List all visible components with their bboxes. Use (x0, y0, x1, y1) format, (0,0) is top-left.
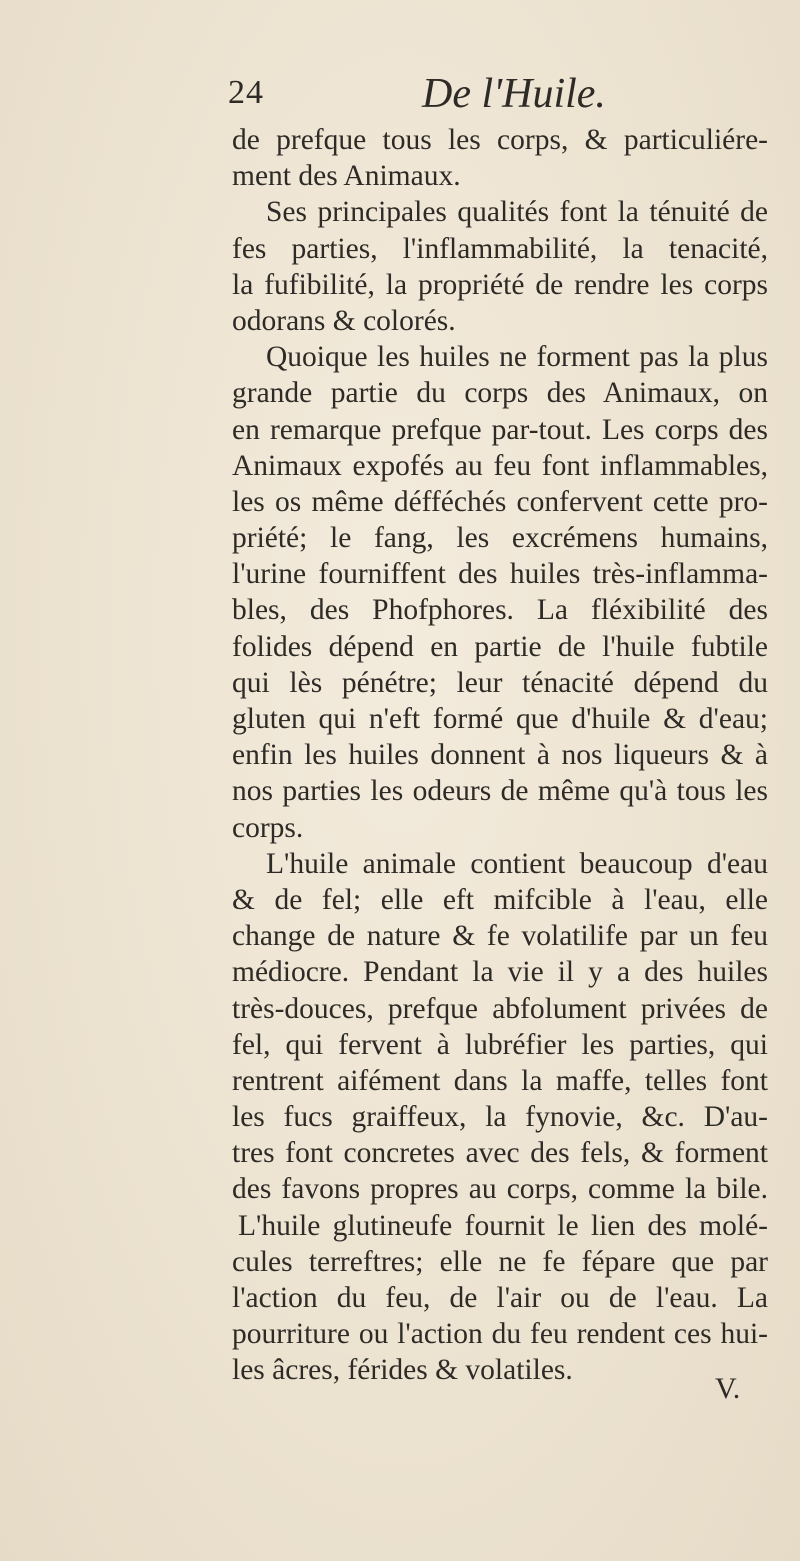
text-line: Animaux expofés au feu font inflammables, (232, 449, 768, 482)
text-line: priété; le fang, les excrémens humains, (232, 522, 768, 555)
text-line: cules terreftres; elle ne fe fépare que par (232, 1245, 768, 1278)
text-line: nos parties les odeurs de même qu'à tous les (232, 775, 768, 808)
text-line: folides dépend en partie de l'huile fubtile (232, 630, 768, 663)
text-line: gluten qui n'eft formé que d'huile & d'eau; (232, 703, 768, 735)
text-line: fes parties, l'inflammabilité, la tenacité, (232, 232, 768, 265)
text-line: les âcres, férides & volatiles. (232, 1354, 573, 1387)
text-line: les os même défféchés confervent cette pro- (232, 485, 768, 518)
text-line: Ses principales qualités font la ténuité de (266, 196, 768, 229)
text-line: change de nature & fe volatilife par un feu (232, 920, 768, 953)
text-line: l'action du feu, de l'air ou de l'eau. La (232, 1282, 768, 1314)
text-line: qui lès pénétre; leur ténacité dépend du (232, 666, 768, 699)
text-line: ment des Animaux. (232, 160, 461, 193)
running-title: De l'Huile. (422, 71, 606, 117)
text-line: fel, qui fervent à lubréfier les parties, qui (232, 1028, 768, 1061)
text-line: tres font concretes avec des fels, & forment (232, 1137, 768, 1170)
running-head (228, 70, 758, 130)
text-line: L'huile glutineufe fournit le lien des molé- (238, 1209, 768, 1242)
text-line: médiocre. Pendant la vie il y a des huiles (232, 956, 768, 989)
text-line: bles, des Phofphores. La fléxibilité des (232, 594, 768, 627)
text-line: en remarque prefque par-tout. Les corps des (232, 413, 768, 446)
text-line: L'huile animale contient beaucoup d'eau (266, 847, 768, 880)
page-number: 24 (228, 74, 264, 111)
text-line: très-douces, prefque abfolument privées de (232, 992, 768, 1025)
text-line: des favons propres au corps, comme la bile. (232, 1173, 768, 1206)
text-line: l'urine fourniffent des huiles très-inflamma- (232, 558, 768, 591)
text-line: odorans & colorés. (232, 304, 456, 337)
catchword: V. (715, 1372, 741, 1405)
text-line: grande partie du corps des Animaux, on (232, 377, 768, 410)
text-line: pourriture ou l'action du feu rendent ces hui- (232, 1318, 768, 1351)
text-line: rentrent aifément dans la maffe, telles font (232, 1064, 768, 1097)
body-text (232, 122, 768, 1389)
text-line: enfin les huiles donnent à nos liqueurs & à (232, 739, 768, 772)
text-line: la fufibilité, la propriété de rendre les corps (232, 268, 768, 301)
text-line: les fucs graiffeux, la fynovie, &c. D'au- (232, 1101, 768, 1134)
text-line: corps. (232, 811, 304, 844)
text-line: de prefque tous les corps, & particuliére- (232, 124, 768, 156)
text-line: & de fel; elle eft mifcible à l'eau, elle (232, 883, 768, 916)
text-line: Quoique les huiles ne forment pas la plus (266, 341, 768, 374)
